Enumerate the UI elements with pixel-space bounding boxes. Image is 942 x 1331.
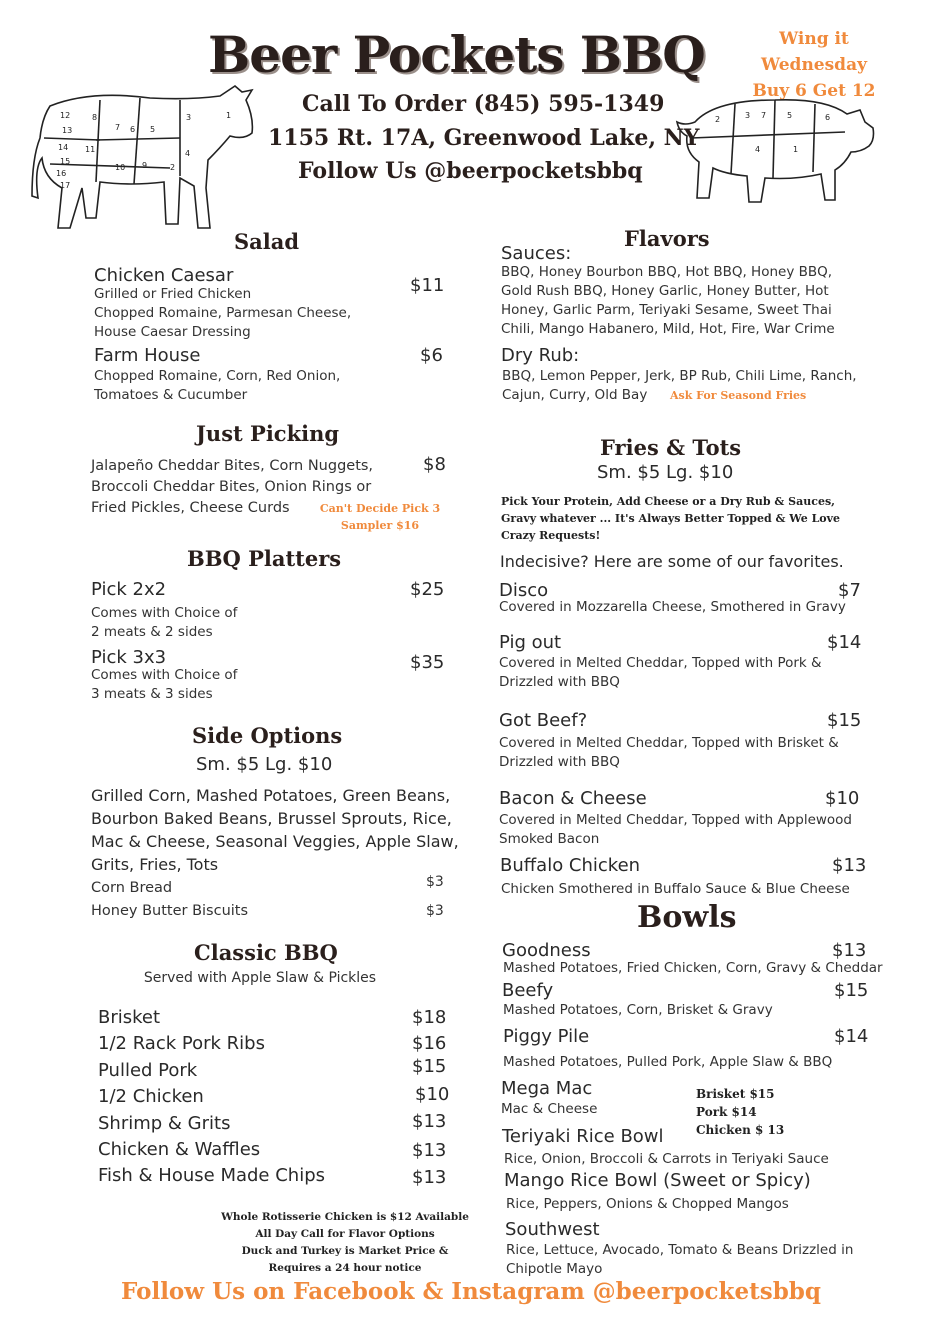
just-picking-price: $8: [423, 454, 446, 475]
pig-out-price: $14: [827, 632, 862, 653]
beefy-name: Beefy: [502, 980, 554, 1001]
cow-cut-label: 3: [186, 113, 192, 122]
goodness-name: Goodness: [502, 940, 591, 961]
restaurant-title: Beer Pockets BBQ: [208, 25, 705, 84]
flavors-heading: Flavors: [624, 226, 710, 251]
classic-item-name: Chicken & Waffles: [98, 1139, 261, 1160]
pick-3x3-description: [91, 666, 237, 704]
cow-cut-label: 6: [130, 125, 136, 134]
chicken-caesar-name: Chicken Caesar: [94, 265, 234, 286]
pig-cut-label: 1: [793, 145, 799, 154]
honey-butter-biscuits-name: Honey Butter Biscuits: [91, 903, 249, 919]
rub-line: BBQ, Lemon Pepper, Jerk, BP Rub, Chili Lime, Ranch,: [502, 368, 857, 384]
piggy-pile-price: $14: [834, 1026, 869, 1047]
address: 1155 Rt. 17A, Greenwood Lake, NY: [268, 125, 700, 151]
cow-cut-label: 14: [58, 143, 69, 152]
cow-cut-label: 16: [56, 169, 67, 178]
pick-2x2-description: [91, 604, 237, 642]
piggy-pile-name: Piggy Pile: [503, 1026, 590, 1047]
cow-cut-label: 8: [92, 113, 98, 122]
classic-bbq-subtitle: Served with Apple Slaw & Pickles: [143, 970, 377, 986]
rub-line: Cajun, Curry, Old Bay: [502, 387, 648, 403]
disco-price: $7: [838, 580, 861, 601]
protein-line: Brisket $15: [696, 1087, 775, 1101]
buffalo-chicken-description: Chicken Smothered in Buffalo Sauce & Blue Cheese: [501, 881, 850, 897]
bacon-cheese-name: Bacon & Cheese: [499, 788, 647, 809]
fries-tots-heading: Fries & Tots: [600, 435, 742, 460]
footer-social[interactable]: Follow Us on Facebook & Instagram @beerpocketsbbq: [121, 1278, 821, 1305]
desc-line: Chopped Romaine, Corn, Red Onion,: [94, 368, 341, 384]
farm-house-name: Farm House: [94, 345, 201, 366]
fries-tots-blurb: [501, 493, 840, 544]
desc-line: House Caesar Dressing: [94, 324, 251, 340]
bowls-heading: Bowls: [637, 900, 737, 935]
protein-line: Pork $14: [696, 1105, 757, 1119]
side-options-heading: Side Options: [192, 723, 343, 748]
teriyaki-rice-bowl-description: Rice, Onion, Broccoli & Carrots in Teriyaki Sauce: [504, 1151, 829, 1167]
sauce-line: BBQ, Honey Bourbon BBQ, Hot BBQ, Honey BBQ,: [501, 264, 833, 280]
desc-line: Drizzled with BBQ: [499, 674, 620, 690]
classic-item-price: $10: [415, 1084, 450, 1105]
blurb-line: Gravy whatever ... It's Always Better Topped & We Love: [501, 512, 841, 525]
blurb-line: Crazy Requests!: [501, 529, 601, 542]
mango-rice-bowl-name: Mango Rice Bowl (Sweet or Spicy): [504, 1170, 811, 1191]
cow-cut-label: 1: [226, 111, 232, 120]
desc-line: Covered in Melted Cheddar, Topped with Brisket &: [499, 735, 839, 751]
desc-line: 2 meats & 2 sides: [91, 624, 213, 640]
got-beef-price: $15: [827, 710, 862, 731]
classic-item-price: $15: [412, 1056, 447, 1077]
cow-cut-label: 17: [60, 181, 71, 190]
side-line: Mac & Cheese, Seasonal Veggies, Apple Slaw,: [91, 832, 459, 851]
note-line: Whole Rotisserie Chicken is $12 Available: [221, 1211, 469, 1223]
picking-line: Jalapeño Cheddar Bites, Corn Nuggets,: [91, 458, 374, 474]
buffalo-chicken-price: $13: [832, 855, 867, 876]
desc-line: Drizzled with BBQ: [499, 754, 620, 770]
teriyaki-rice-bowl-name: Teriyaki Rice Bowl: [502, 1126, 664, 1147]
cow-cut-label: 13: [62, 126, 73, 135]
just-picking-heading: Just Picking: [196, 421, 340, 446]
classic-bbq-heading: Classic BBQ: [194, 940, 338, 965]
desc-line: 3 meats & 3 sides: [91, 686, 213, 702]
pick-3x3-name: Pick 3x3: [91, 647, 167, 668]
side-options-sizes: Sm. $5 Lg. $10: [196, 754, 333, 775]
corn-bread-name: Corn Bread: [91, 880, 173, 896]
got-beef-description: [499, 734, 839, 772]
promo-line: Wing it: [779, 29, 849, 49]
desc-line: Smoked Bacon: [499, 831, 600, 847]
sauces-label: Sauces:: [501, 243, 572, 264]
desc-line: Comes with Choice of: [91, 605, 238, 621]
classic-item-price: $18: [412, 1007, 447, 1028]
protein-line: Chicken $ 13: [696, 1123, 785, 1137]
cow-cut-label: 5: [150, 125, 156, 134]
sauce-line: Gold Rush BBQ, Honey Garlic, Honey Butter, Hot: [501, 283, 829, 299]
classic-item-price: $13: [412, 1111, 447, 1132]
pig-cut-label: 2: [715, 115, 721, 124]
note-line: All Day Call for Flavor Options: [255, 1228, 435, 1240]
southwest-description: [506, 1241, 853, 1279]
mango-rice-bowl-description: Rice, Peppers, Onions & Chopped Mangos: [506, 1196, 789, 1212]
cow-cut-label: 10: [115, 163, 126, 172]
cow-cut-label: 4: [185, 149, 191, 158]
bacon-cheese-price: $10: [825, 788, 860, 809]
goodness-price: $13: [832, 940, 867, 961]
cow-cut-label: 12: [60, 111, 71, 120]
picking-line: Fried Pickles, Cheese Curds: [91, 500, 290, 516]
cow-cuts-illustration: [30, 78, 260, 248]
pig-out-name: Pig out: [499, 632, 562, 653]
pig-cut-label: 5: [787, 111, 793, 120]
pick-3x3-price: $35: [410, 652, 445, 673]
got-beef-name: Got Beef?: [499, 710, 588, 731]
bowl-protein-prices: [696, 1085, 784, 1139]
goodness-description: Mashed Potatoes, Fried Chicken, Corn, Gravy & Cheddar: [503, 960, 883, 976]
sauce-line: Chili, Mango Habanero, Mild, Hot, Fire, War Crime: [501, 321, 835, 337]
bbq-platters-heading: BBQ Platters: [187, 546, 342, 571]
note-line: Requires a 24 hour notice: [268, 1262, 422, 1274]
desc-line: Covered in Melted Cheddar, Topped with Applewood: [499, 812, 853, 828]
beefy-price: $15: [834, 980, 869, 1001]
pig-out-description: [499, 654, 822, 692]
mega-mac-description: Mac & Cheese: [501, 1101, 598, 1117]
classic-item-name: Shrimp & Grits: [98, 1113, 231, 1134]
sauces-list: [501, 263, 835, 339]
pig-cut-label: 7: [761, 111, 767, 120]
corn-bread-price: $3: [426, 874, 444, 890]
bacon-cheese-description: [499, 811, 852, 849]
southwest-name: Southwest: [505, 1219, 600, 1240]
sampler-line: Can't Decide Pick 3: [319, 502, 441, 515]
piggy-pile-description: Mashed Potatoes, Pulled Pork, Apple Slaw & BBQ: [503, 1054, 833, 1070]
pig-cuts-illustration: [675, 92, 880, 207]
pick-2x2-price: $25: [410, 579, 445, 600]
chicken-caesar-price: $11: [410, 275, 445, 296]
mega-mac-name: Mega Mac: [501, 1078, 593, 1099]
cow-cut-label: 9: [142, 161, 148, 170]
pig-cut-label: 3: [745, 111, 751, 120]
pig-cut-label: 6: [825, 113, 831, 122]
seasoned-fries-note: Ask For Seasond Fries: [670, 389, 807, 402]
phone-number[interactable]: Call To Order (845) 595-1349: [302, 91, 665, 117]
desc-line: Rice, Lettuce, Avocado, Tomato & Beans Drizzled in: [506, 1242, 854, 1258]
picking-line: Broccoli Cheddar Bites, Onion Rings or: [91, 479, 372, 495]
desc-line: Chopped Romaine, Parmesan Cheese,: [94, 305, 352, 321]
cow-cut-label: 7: [115, 123, 121, 132]
note-line: Duck and Turkey is Market Price &: [241, 1245, 449, 1257]
disco-name: Disco: [499, 580, 549, 601]
desc-line: Grilled or Fried Chicken: [94, 286, 252, 302]
farm-house-description: [94, 367, 340, 405]
cow-cut-label: 11: [85, 145, 96, 154]
sampler-line: Sampler $16: [340, 519, 420, 532]
classic-item-name: 1/2 Chicken: [98, 1086, 204, 1107]
fries-tots-sizes: Sm. $5 Lg. $10: [597, 462, 734, 483]
classic-item-price: $13: [412, 1140, 447, 1161]
social-handle[interactable]: Follow Us @beerpocketsbbq: [298, 158, 643, 184]
cow-cut-label: 2: [170, 163, 176, 172]
buffalo-chicken-name: Buffalo Chicken: [500, 855, 641, 876]
disco-description: Covered in Mozzarella Cheese, Smothered in Gravy: [499, 599, 846, 615]
salad-heading: Salad: [234, 229, 300, 254]
pig-cut-label: 4: [755, 145, 761, 154]
rotisserie-note: [210, 1209, 480, 1277]
honey-butter-biscuits-price: $3: [426, 903, 444, 919]
sampler-note: [316, 500, 444, 534]
blurb-line: Pick Your Protein, Add Cheese or a Dry Rub & Sauces,: [501, 495, 835, 508]
cow-cut-label: 15: [60, 157, 71, 166]
classic-item-price: $16: [412, 1033, 447, 1054]
classic-item-name: 1/2 Rack Pork Ribs: [98, 1033, 265, 1054]
classic-item-name: Pulled Pork: [98, 1060, 198, 1081]
side-options-list: [91, 784, 459, 876]
classic-item-price: $13: [412, 1167, 447, 1188]
chicken-caesar-description: [94, 285, 351, 342]
classic-item-name: Brisket: [98, 1007, 161, 1028]
farm-house-price: $6: [420, 345, 443, 366]
desc-line: Chipotle Mayo: [506, 1261, 603, 1277]
pick-2x2-name: Pick 2x2: [91, 579, 167, 600]
favorites-intro: Indecisive? Here are some of our favorites.: [500, 552, 844, 571]
side-line: Bourbon Baked Beans, Brussel Sprouts, Rice,: [91, 809, 452, 828]
desc-line: Tomatoes & Cucumber: [94, 387, 248, 403]
dry-rub-label: Dry Rub:: [501, 345, 580, 366]
desc-line: Comes with Choice of: [91, 667, 238, 683]
desc-line: Covered in Melted Cheddar, Topped with Pork &: [499, 655, 822, 671]
promo-line: Wednesday: [761, 55, 867, 75]
side-line: Grilled Corn, Mashed Potatoes, Green Beans,: [91, 786, 451, 805]
promo-line: Buy 6 Get 12: [752, 81, 876, 101]
classic-item-name: Fish & House Made Chips: [98, 1165, 326, 1186]
sauce-line: Honey, Garlic Parm, Teriyaki Sesame, Sweet Thai: [501, 302, 832, 318]
beefy-description: Mashed Potatoes, Corn, Brisket & Gravy: [503, 1002, 773, 1018]
side-line: Grits, Fries, Tots: [91, 855, 219, 874]
